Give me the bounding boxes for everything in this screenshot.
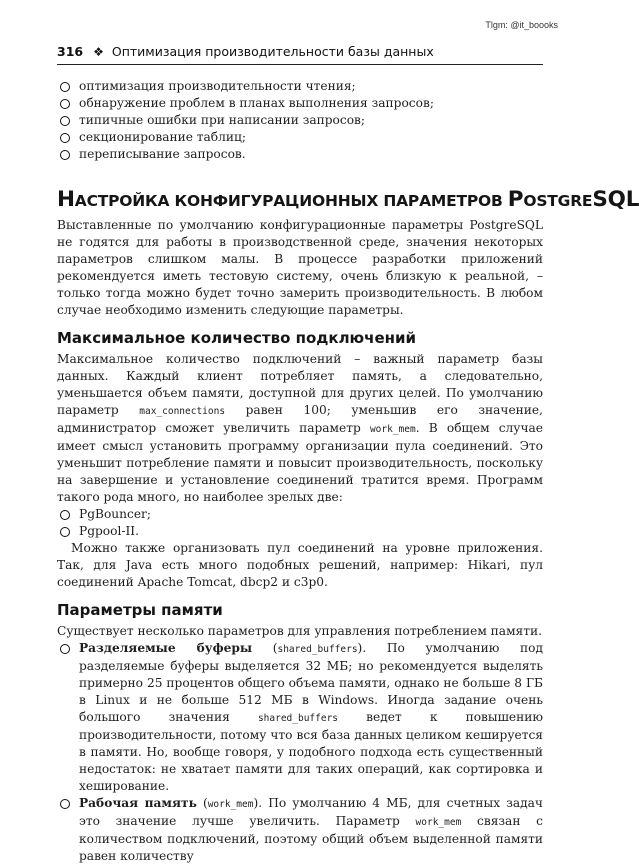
section-paragraph: Выставленные по умолчанию конфигурационные параметры PostgreSQL не годятся для работы в производственной среде, значения некоторых параметров слишком малы. В процессе разработки приложений рекомендуется иметь тестовую систему, очень близкую к реальной, – только тогда можно будет точно замерить производительность. В любом случае необходимо изменить следующие параметры.: [57, 218, 543, 317]
bullet-circle-icon: [60, 799, 70, 809]
chapter-title: Оптимизация производительности базы данных: [111, 44, 434, 59]
bullet-circle-icon: [60, 150, 70, 160]
list-item: обнаружение проблем в планах выполнения запросов;: [57, 95, 543, 112]
ornament-icon: ❖: [93, 45, 104, 59]
list-item: Рабочая память (work_mem). По умолчанию 4 МБ, для счетных задач это значение лучше увеличить. Параметр work_mem связан с количеством подключений, поэтому общий объем выделенной памяти равен количеству: [57, 795, 543, 865]
bullet-circle-icon: [60, 644, 70, 654]
list-item: секционирование таблиц;: [57, 129, 543, 146]
list-item: Разделяемые буферы (shared_buffers). По умолчанию под разделяемые буферы выделяется 32 МБ; но рекомендуется выделять примерно 25 процентов общего объема памяти, однако не больше 8 ГБ в Linux и не больше 512 МБ в Windows. Иногда задание очень большого значения shared_buffers ведет к повышению производительности, потому что вся база данных целиком кешируется в памяти. Но, вообще говоря, у подобного подхода есть существенный недостаток: не хватает памяти для таких операций, как сортировка и хеширование.: [57, 640, 543, 795]
pool-paragraph: Можно также организовать пул соединений на уровне приложения. Так, для Java есть много подобных решений, например: Hikari, пул соединений Apache Tomcat, dbcp2 и c3p0.: [57, 541, 543, 589]
bullet-circle-icon: [60, 99, 70, 109]
bullet-circle-icon: [60, 510, 70, 520]
list-item: типичные ошибки при написании запросов;: [57, 112, 543, 129]
connections-heading: Максимальное количество подключений: [57, 329, 416, 347]
bullet-circle-icon: [60, 116, 70, 126]
list-item: Pgpool-II.: [57, 523, 543, 540]
bullet-circle-icon: [60, 133, 70, 143]
page-content: [57, 78, 639, 865]
tools-list: [57, 506, 543, 540]
list-item: PgBouncer;: [57, 506, 543, 523]
memory-intro: Существует несколько параметров для управления потреблением памяти.: [57, 624, 542, 638]
page-number: 316: [57, 44, 84, 59]
watermark: Tlgm: @it_boooks: [485, 20, 558, 30]
bullet-circle-icon: [60, 527, 70, 537]
bullet-circle-icon: [60, 82, 70, 92]
list-item: переписывание запросов.: [57, 146, 543, 163]
list-item: оптимизация производительности чтения;: [57, 78, 543, 95]
section-title: НАСТРОЙКА КОНФИГУРАЦИОННЫХ ПАРАМЕТРОВ POSTGRESQL: [57, 187, 639, 212]
intro-list: [57, 78, 543, 163]
connections-paragraph: Максимальное количество подключений – важный параметр базы данных. Каждый клиент потребляет память, а следовательно, уменьшается объем памяти, доступной для других целей. По умолчанию параметр max_connections равен 100; уменьшив его значение, администратор сможет увеличить параметр work_mem. В общем случае имеет смысл установить программу организации пула соединений. Это уменьшит потребление памяти и повысит производительность, поскольку на завершение и установление соединений тратится время. Программ такого рода много, но наиболее зрелых две:: [57, 352, 544, 504]
memory-list: [57, 640, 543, 865]
memory-heading: Параметры памяти: [57, 601, 223, 619]
running-header: [57, 44, 543, 65]
